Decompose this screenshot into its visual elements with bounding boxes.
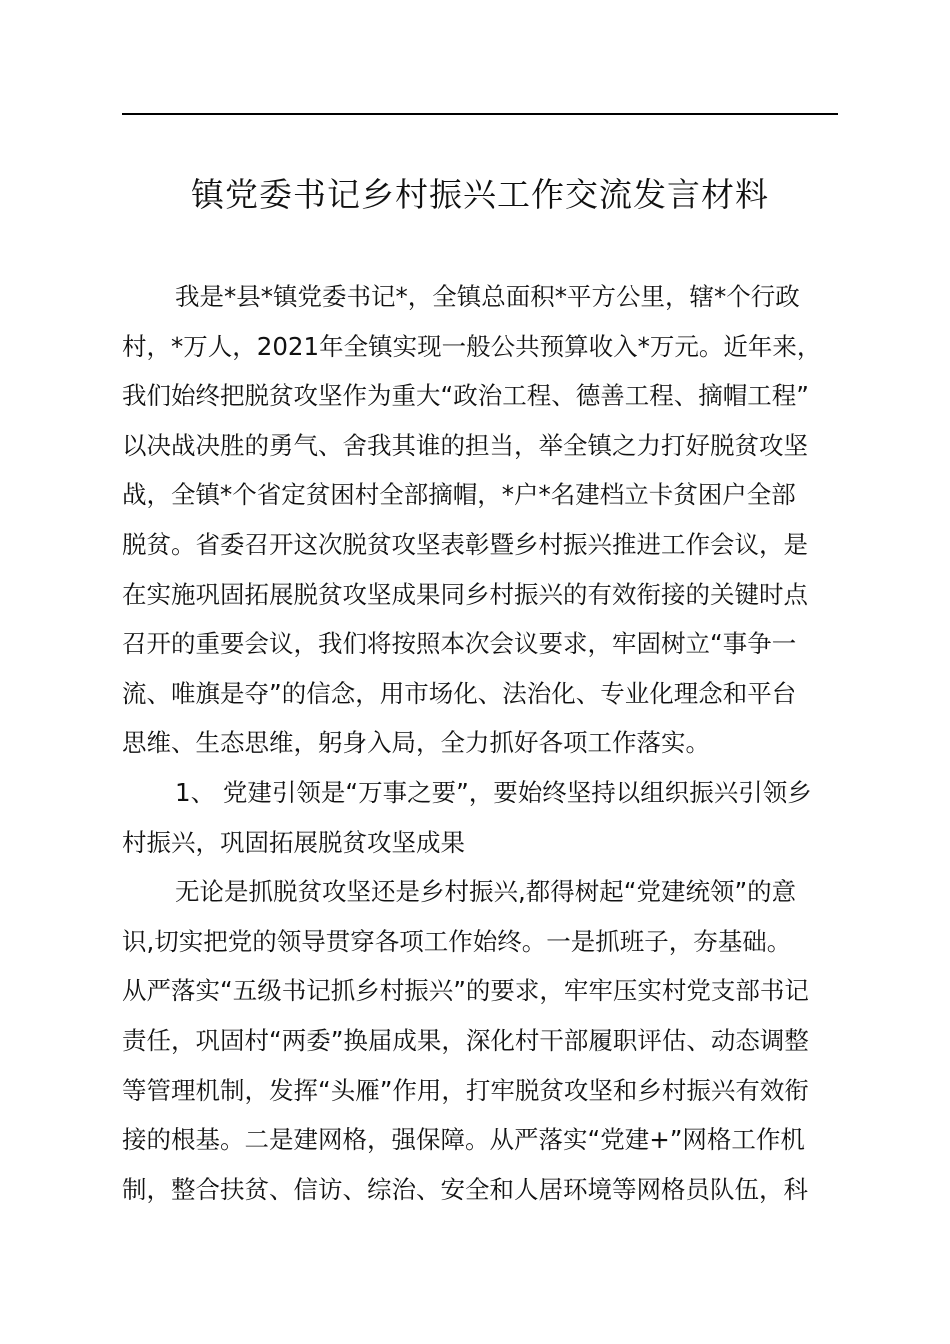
paragraph-line: 召开的重要会议，我们将按照本次会议要求，牢固树立“事争一 xyxy=(122,629,797,659)
paragraph-line: 在实施巩固拓展脱贫攻坚成果同乡村振兴的有效衔接的关键时点 xyxy=(122,579,808,609)
paragraph-line: 等管理机制，发挥“头雁”作用，打牢脱贫攻坚和乡村振兴有效衔 xyxy=(122,1075,809,1105)
paragraph-line: 脱贫。省委召开这次脱贫攻坚表彰暨乡村振兴推进工作会议，是 xyxy=(122,529,808,559)
document-title: 镇党委书记乡村振兴工作交流发言材料 xyxy=(191,175,769,214)
paragraph-line: 我是*县*镇党委书记*，全镇总面积*平方公里，辖*个行政 xyxy=(175,282,800,311)
document-body xyxy=(122,272,882,1214)
paragraph-line: 制，整合扶贫、信访、综治、安全和人居环境等网格员队伍，科 xyxy=(122,1174,808,1204)
section-heading-line: 村振兴，巩固拓展脱贫攻坚成果 xyxy=(122,827,465,857)
paragraph-line: 流、唯旗是夺”的信念，用市场化、法治化、专业化理念和平台 xyxy=(122,678,797,708)
paragraph-line: 从严落实“五级书记抓乡村振兴”的要求，牢牢压实村党支部书记 xyxy=(122,976,809,1006)
header-rule xyxy=(122,113,838,115)
paragraph-line: 我们始终把脱贫攻坚作为重大“政治工程、德善工程、摘帽工程” xyxy=(122,381,809,411)
section-heading-line: 1、 党建引领是“万事之要”，要始终坚持以组织振兴引领乡 xyxy=(175,777,812,807)
paragraph-line: 以决战决胜的勇气、舍我其谁的担当，举全镇之力打好脱贫攻坚 xyxy=(122,430,808,460)
paragraph-line: 识,切实把党的领导贯穿各项工作始终。一是抓班子，夯基础。 xyxy=(122,926,792,956)
paragraph-line: 村，*万人，2021年全镇实现一般公共预算收入*万元。近年来， xyxy=(122,331,822,361)
paragraph-line: 战，全镇*个省定贫困村全部摘帽，*户*名建档立卡贫困户全部 xyxy=(122,480,796,510)
paragraph-line: 思维、生态思维，躬身入局，全力抓好各项工作落实。 xyxy=(122,728,710,758)
paragraph-line: 接的根基。二是建网格，强保障。从严落实“党建+”网格工作机 xyxy=(122,1125,805,1155)
paragraph-line: 责任，巩固村“两委”换届成果，深化村干部履职评估、动态调整 xyxy=(122,1025,809,1055)
paragraph-line: 无论是抓脱贫攻坚还是乡村振兴,都得树起“党建统领”的意 xyxy=(175,877,797,907)
